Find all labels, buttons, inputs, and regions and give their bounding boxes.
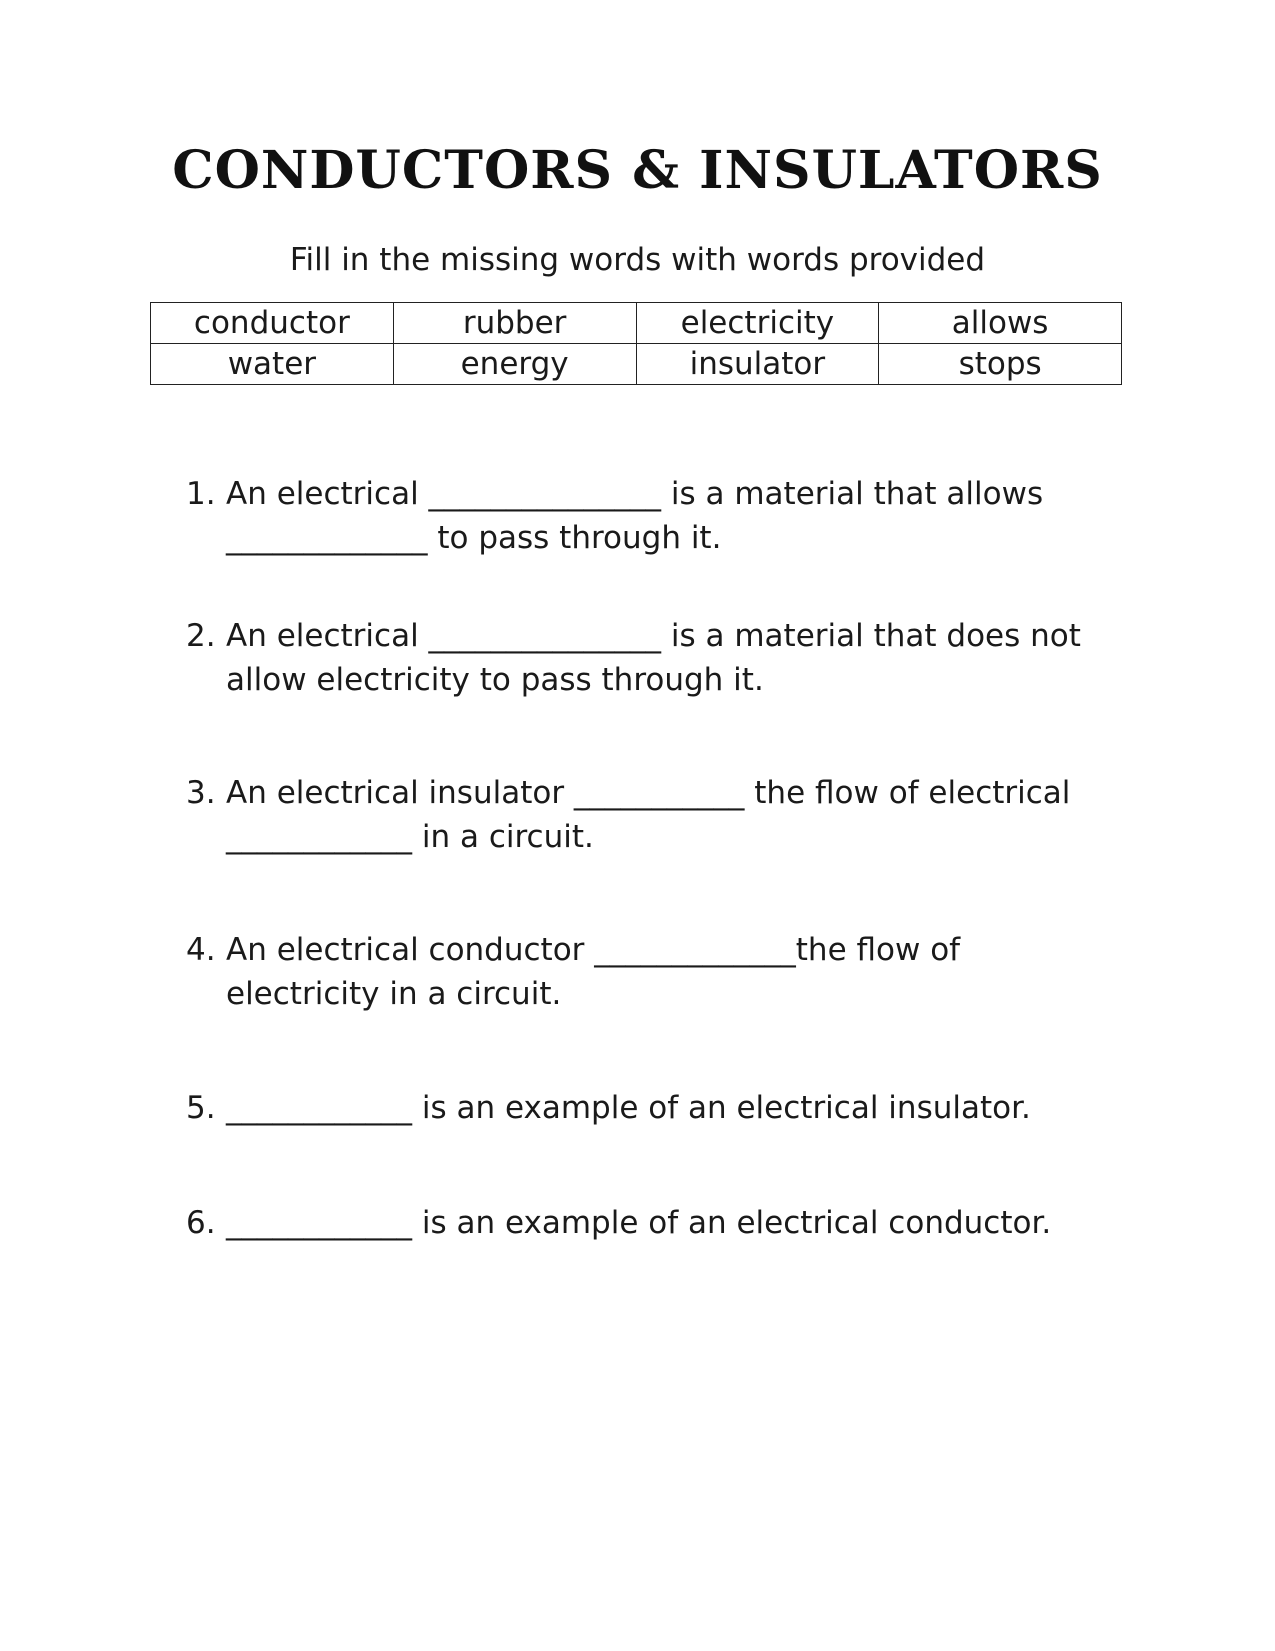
word-bank-cell: rubber (393, 303, 636, 344)
question-text (226, 771, 1126, 859)
question-text (226, 472, 1126, 560)
question-number: 5. (186, 1090, 216, 1126)
question-item (186, 1086, 1126, 1130)
word-bank-cell: energy (393, 344, 636, 385)
question-number: 1. (186, 476, 216, 512)
word-bank-cell: allows (879, 303, 1122, 344)
word-bank-cell: water (151, 344, 394, 385)
word-bank-cell: conductor (151, 303, 394, 344)
word-bank-row (151, 303, 1122, 344)
question-item (186, 614, 1126, 702)
question-line: An electrical _______________ is a material that does not (226, 618, 1081, 654)
question-text (226, 928, 1126, 1016)
question-item (186, 472, 1126, 560)
question-line: _____________ to pass through it. (226, 520, 722, 556)
question-line: allow electricity to pass through it. (226, 662, 764, 698)
word-bank-row (151, 344, 1122, 385)
question-line: ____________ is an example of an electrical insulator. (226, 1090, 1031, 1126)
question-line: An electrical conductor _____________the flow of (226, 932, 961, 968)
word-bank-cell: insulator (636, 344, 879, 385)
word-bank-cell: stops (879, 344, 1122, 385)
question-text (226, 1201, 1126, 1245)
question-number: 6. (186, 1205, 216, 1241)
question-line: ____________ is an example of an electrical conductor. (226, 1205, 1052, 1241)
word-bank-table (150, 302, 1122, 385)
question-line: An electrical _______________ is a material that allows (226, 476, 1044, 512)
instructions-text: Fill in the missing words with words provided (289, 242, 986, 278)
question-line: ____________ in a circuit. (226, 819, 594, 855)
question-number: 2. (186, 618, 216, 654)
question-number: 4. (186, 932, 216, 968)
question-item (186, 771, 1126, 859)
question-item (186, 928, 1126, 1016)
question-text (226, 1086, 1126, 1130)
word-bank-cell: electricity (636, 303, 879, 344)
question-text (226, 614, 1126, 702)
question-line: electricity in a circuit. (226, 976, 562, 1012)
question-number: 3. (186, 775, 216, 811)
question-line: An electrical insulator ___________ the flow of electrical (226, 775, 1071, 811)
page-title: CONDUCTORS & INSULATORS (172, 140, 1103, 201)
question-item (186, 1201, 1126, 1245)
